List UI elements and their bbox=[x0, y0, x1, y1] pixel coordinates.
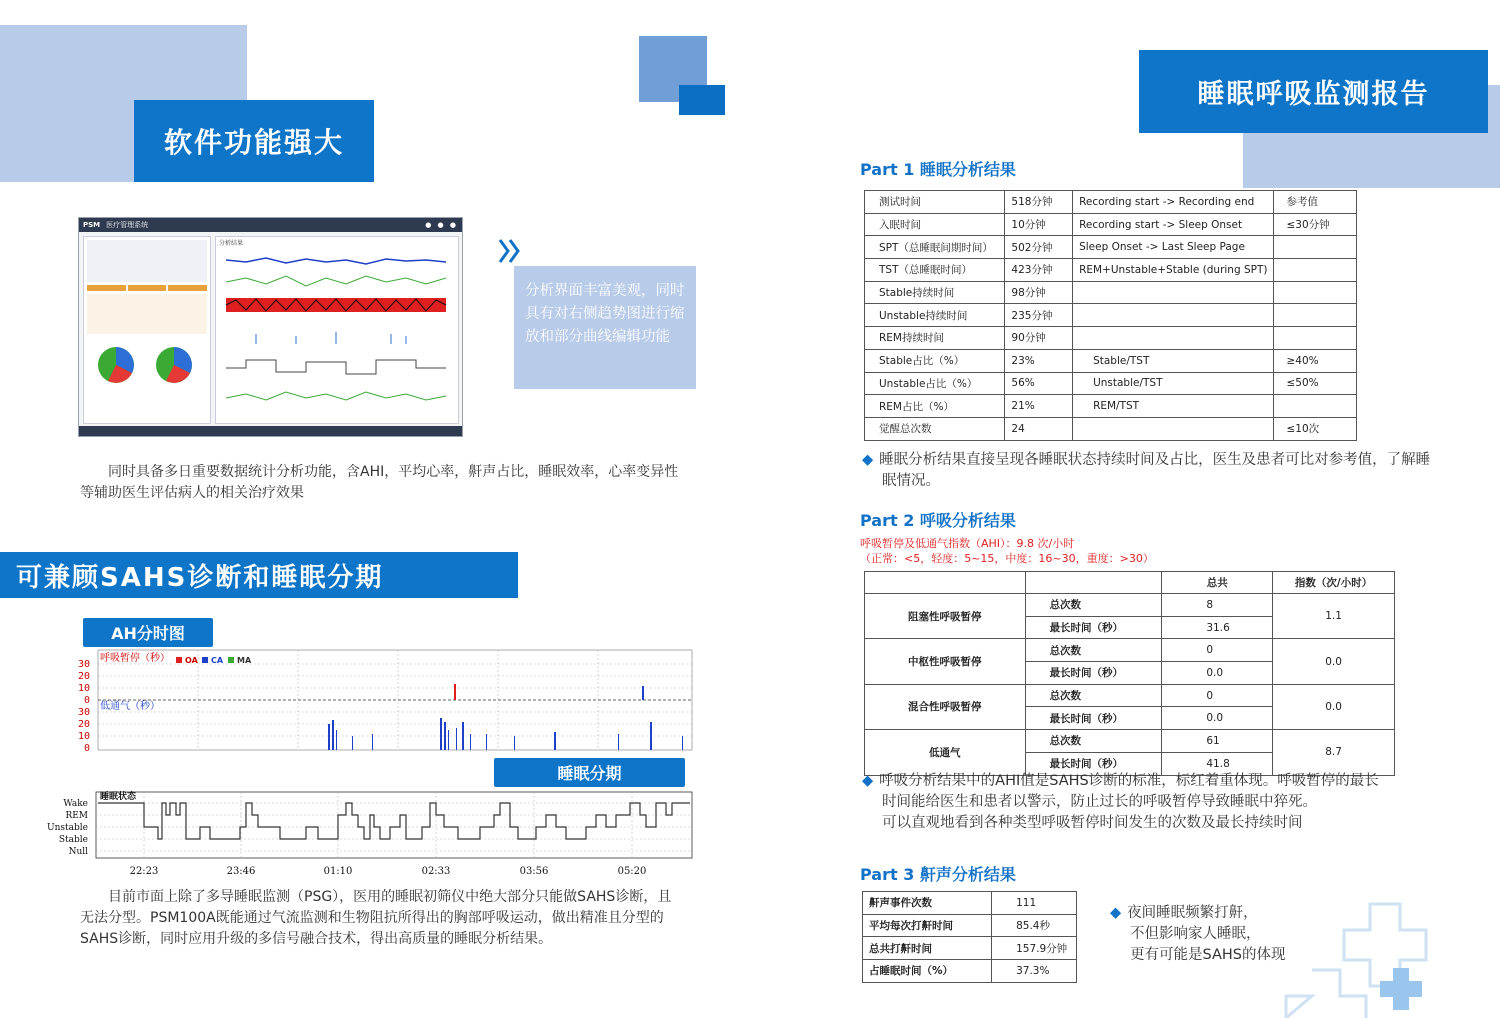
screenshot-chart-header: 分析结果 bbox=[219, 240, 244, 247]
diamond-bullet-icon: ◆ bbox=[862, 773, 874, 789]
ah-ytick-10: 10 bbox=[77, 683, 90, 694]
medical-cross-solid-icon bbox=[1378, 966, 1424, 1012]
legend-ma: MA bbox=[237, 656, 252, 665]
ahi-range: （正常：<5，轻度：5~15，中度：16~30，重度：>30） bbox=[860, 552, 1154, 565]
legend-oa: OA bbox=[185, 656, 198, 665]
resp-table-header bbox=[865, 572, 1395, 594]
ah-ytick-30b: 30 bbox=[77, 707, 90, 718]
snore-table-cell: 平均每次打鼾时间 bbox=[863, 914, 992, 937]
part2-note-line2: 时间能给医生和患者以警示，防止过长的呼吸暂停导致睡眠中猝死。 bbox=[882, 794, 1317, 810]
psg-paragraph: 目前市面上除了多导睡眠监测（PSG），医用的睡眠初筛仪中绝大部分只能做SAHS诊断，且无法分型。PSM100A既能通过气流监测和生物阻抗所得出的胸部呼吸运动，做出精准且分型的SAHS诊断，同时应用升级的多信号融合技术，得出高质量的睡眠分析结果。 bbox=[80, 889, 672, 947]
stats-paragraph: 同时具备多日重要数据统计分析功能，含AHI，平均心率，鼾声占比，睡眠效率，心率变异性等辅助医生评估病人的相关治疗效果 bbox=[80, 464, 679, 501]
sleep-table-row bbox=[865, 213, 1357, 236]
ca-event-bar bbox=[642, 686, 644, 700]
resp-type-cell: 阻塞性呼吸暂停 bbox=[865, 594, 1026, 639]
part3-note-line2: 不但影响家人睡眠， bbox=[1130, 926, 1261, 942]
ah-ytick-20b: 20 bbox=[77, 719, 90, 730]
window-controls-icon: ● ● ● bbox=[425, 221, 458, 229]
snore-table-row bbox=[863, 914, 1077, 937]
snore-analysis-table bbox=[862, 891, 1077, 983]
sleep-table-cell: Unstable占比（%） bbox=[865, 372, 1005, 395]
software-screenshot bbox=[78, 217, 463, 437]
sleep-table-row bbox=[865, 395, 1357, 418]
resp-count-label: 总次数 bbox=[1025, 639, 1162, 662]
sleep-stage-label bbox=[494, 758, 685, 787]
snore-table-cell: 总共打鼾时间 bbox=[863, 937, 992, 960]
part2-note-line3: 可以直观地看到各种类型呼吸暂停时间发生的次数及最长持续时间 bbox=[882, 815, 1303, 831]
report-banner-title: 睡眠呼吸监测报告 bbox=[1197, 79, 1430, 110]
sleep-table-cell: 502分钟 bbox=[1005, 236, 1073, 259]
sleep-table-cell bbox=[1073, 417, 1274, 440]
sleep-table-cell: 98分钟 bbox=[1005, 281, 1073, 304]
report-banner bbox=[1139, 50, 1488, 133]
sleep-table-cell bbox=[1073, 281, 1274, 304]
resp-type-cell: 中枢性呼吸暂停 bbox=[865, 639, 1026, 684]
resp-max-label: 最长时间（秒） bbox=[1025, 662, 1162, 685]
snore-table-cell: 157.9分钟 bbox=[992, 937, 1077, 960]
sleep-table-cell: 23% bbox=[1005, 349, 1073, 372]
part3-note-line1: 夜间睡眠频繁打鼾， bbox=[1127, 905, 1258, 921]
stage-unstable: Unstable bbox=[47, 823, 88, 833]
part1-heading: Part 1 睡眠分析结果 bbox=[860, 160, 1016, 179]
screenshot-statusbar bbox=[79, 426, 462, 436]
sleep-table-row bbox=[865, 417, 1357, 440]
resp-max-value: 41.8 bbox=[1162, 752, 1273, 775]
resp-index-value: 0.0 bbox=[1273, 639, 1395, 684]
resp-table-row bbox=[865, 684, 1395, 707]
legend-ca-swatch bbox=[202, 657, 208, 663]
snore-table-row bbox=[863, 960, 1077, 983]
sleep-table-cell: 觉醒总次数 bbox=[865, 417, 1005, 440]
legend-ma-swatch bbox=[228, 657, 234, 663]
resp-header-cell: 总共 bbox=[1162, 572, 1273, 594]
sleep-table-cell: 56% bbox=[1005, 372, 1073, 395]
feature-callout: 分析界面丰富美观，同时具有对右侧趋势图进行缩放和部分曲线编辑功能 bbox=[514, 266, 696, 389]
ah-ytick-30: 30 bbox=[77, 659, 90, 670]
sleep-table-cell bbox=[1274, 236, 1357, 259]
snore-table-row bbox=[863, 892, 1077, 915]
part3-heading: Part 3 鼾声分析结果 bbox=[860, 865, 1016, 884]
sleep-table-row bbox=[865, 259, 1357, 282]
respiratory-analysis-table bbox=[864, 571, 1395, 776]
snore-table-cell: 37.3% bbox=[992, 960, 1077, 983]
sleep-table-cell: 24 bbox=[1005, 417, 1073, 440]
screenshot-window-title: 医疗管理系统 bbox=[106, 221, 149, 229]
sleep-table-cell bbox=[1274, 327, 1357, 350]
part2-heading: Part 2 呼吸分析结果 bbox=[860, 511, 1016, 530]
sleep-table-cell: Unstable持续时间 bbox=[865, 304, 1005, 327]
part3-note-line3: 更有可能是SAHS的体现 bbox=[1130, 947, 1286, 963]
screenshot-trend-chart bbox=[216, 248, 456, 424]
sleep-table-cell bbox=[1274, 259, 1357, 282]
legend-oa-swatch bbox=[176, 657, 182, 663]
stage-stable: Stable bbox=[58, 835, 88, 845]
apnea-axis-label: 呼吸暂停（秒） bbox=[100, 653, 170, 664]
time-tick-3: 01:10 bbox=[323, 866, 353, 877]
sleep-table-cell: ≤10次 bbox=[1274, 417, 1357, 440]
resp-table-row bbox=[865, 730, 1395, 753]
sleep-hypnogram-chart bbox=[40, 788, 695, 880]
resp-type-cell: 低通气 bbox=[865, 730, 1026, 775]
sleep-table-cell: ≤30分钟 bbox=[1274, 213, 1357, 236]
sleep-table-cell: Recording start -> Recording end bbox=[1073, 191, 1274, 214]
resp-index-value: 8.7 bbox=[1273, 730, 1395, 775]
screenshot-titlebar bbox=[79, 218, 462, 232]
time-tick-4: 02:33 bbox=[421, 866, 451, 877]
resp-count-value: 61 bbox=[1162, 730, 1273, 753]
sleep-table-cell: 90分钟 bbox=[1005, 327, 1073, 350]
sleep-table-cell: 测试时间 bbox=[865, 191, 1005, 214]
part2-note bbox=[862, 771, 1462, 834]
oa-event-bar bbox=[454, 684, 456, 700]
sleep-table-cell: Unstable/TST bbox=[1073, 372, 1274, 395]
resp-count-label: 总次数 bbox=[1025, 684, 1162, 707]
resp-index-value: 1.1 bbox=[1273, 594, 1395, 639]
resp-max-value: 31.6 bbox=[1162, 616, 1273, 639]
diamond-bullet-icon: ◆ bbox=[1110, 905, 1122, 921]
sleep-table-cell: Stable占比（%） bbox=[865, 349, 1005, 372]
ah-ytick-0b: 0 bbox=[83, 743, 90, 752]
sleep-table-cell: Sleep Onset -> Last Sleep Page bbox=[1073, 236, 1274, 259]
sleep-table-cell: Recording start -> Sleep Onset bbox=[1073, 213, 1274, 236]
screenshot-logo: PSM bbox=[83, 221, 101, 229]
sleep-table-row bbox=[865, 372, 1357, 395]
resp-header-cell bbox=[1025, 572, 1162, 594]
ahi-line: 呼吸暂停及低通气指数（AHI）：9.8 次/小时 bbox=[860, 537, 1075, 550]
ah-ytick-20: 20 bbox=[77, 671, 90, 682]
time-tick-6: 05:20 bbox=[617, 866, 647, 877]
stage-wake: Wake bbox=[63, 799, 88, 809]
part1-note-text: 睡眠分析结果直接呈现各睡眠状态持续时间及占比，医生及患者可比对参考值，了解睡眠情况。 bbox=[879, 452, 1431, 489]
sleep-table-cell: REM+Unstable+Stable (during SPT) bbox=[1073, 259, 1274, 282]
time-tick-1: 22:23 bbox=[129, 866, 159, 877]
resp-count-label: 总次数 bbox=[1025, 594, 1162, 617]
sleep-table-row bbox=[865, 236, 1357, 259]
sleep-table-row bbox=[865, 349, 1357, 372]
resp-count-value: 8 bbox=[1162, 594, 1273, 617]
snore-table-cell: 111 bbox=[992, 892, 1077, 915]
sleep-analysis-table bbox=[864, 190, 1357, 441]
sleep-table-cell: Stable/TST bbox=[1073, 349, 1274, 372]
snore-table-cell: 鼾声事件次数 bbox=[863, 892, 992, 915]
part2-note-line1: 呼吸分析结果中的AHI值是SAHS诊断的标准，标红着重体现。呼吸暂停的最长 bbox=[879, 773, 1379, 789]
resp-max-label: 最长时间（秒） bbox=[1025, 752, 1162, 775]
resp-count-label: 总次数 bbox=[1025, 730, 1162, 753]
sleep-table-cell: 423分钟 bbox=[1005, 259, 1073, 282]
resp-table-row bbox=[865, 594, 1395, 617]
ah-chart-label bbox=[83, 618, 213, 647]
software-banner bbox=[134, 100, 374, 182]
sleep-table-cell: ≤50% bbox=[1274, 372, 1357, 395]
sahs-banner-title: 可兼顾SAHS诊断和睡眠分期 bbox=[16, 562, 384, 593]
sleep-table-cell bbox=[1073, 327, 1274, 350]
hypnogram-title: 睡眠状态 bbox=[100, 792, 137, 802]
screenshot-left-panel bbox=[83, 236, 211, 424]
stage-rem: REM bbox=[65, 811, 88, 821]
sleep-table-cell: 参考值 bbox=[1274, 191, 1357, 214]
ah-ytick-0: 0 bbox=[83, 695, 90, 706]
sleep-table-cell: REM/TST bbox=[1073, 395, 1274, 418]
resp-max-value: 0.0 bbox=[1162, 662, 1273, 685]
resp-index-value: 0.0 bbox=[1273, 684, 1395, 729]
resp-count-value: 0 bbox=[1162, 684, 1273, 707]
ah-timeline-chart bbox=[70, 648, 695, 752]
sleep-table-cell: 21% bbox=[1005, 395, 1073, 418]
pie-charts-icon bbox=[88, 337, 208, 397]
sleep-table-cell: Stable持续时间 bbox=[865, 281, 1005, 304]
sleep-table-cell: 518分钟 bbox=[1005, 191, 1073, 214]
sleep-table-cell: 10分钟 bbox=[1005, 213, 1073, 236]
legend-ca: CA bbox=[211, 656, 224, 665]
sleep-table-cell: 235分钟 bbox=[1005, 304, 1073, 327]
chevron-right-icon bbox=[497, 236, 525, 266]
time-tick-5: 03:56 bbox=[519, 866, 549, 877]
resp-count-value: 0 bbox=[1162, 639, 1273, 662]
resp-max-value: 0.0 bbox=[1162, 707, 1273, 730]
diamond-bullet-icon: ◆ bbox=[862, 452, 874, 468]
sleep-table-cell bbox=[1274, 281, 1357, 304]
part1-note bbox=[862, 450, 1442, 492]
sleep-table-cell bbox=[1274, 304, 1357, 327]
sleep-table-cell: SPT（总睡眠间期时间） bbox=[865, 236, 1005, 259]
sleep-table-cell: REM占比（%） bbox=[865, 395, 1005, 418]
decor-block-dark bbox=[679, 85, 725, 115]
hypopnea-axis-label: 低通气（秒） bbox=[100, 701, 160, 712]
sleep-table-cell: 入眠时间 bbox=[865, 213, 1005, 236]
resp-max-label: 最长时间（秒） bbox=[1025, 707, 1162, 730]
snore-table-cell: 占睡眠时间（%） bbox=[863, 960, 992, 983]
resp-header-cell: 指数（次/小时） bbox=[1273, 572, 1395, 594]
sahs-banner bbox=[0, 552, 518, 598]
screenshot-chart-panel bbox=[215, 236, 459, 424]
sleep-table-row bbox=[865, 281, 1357, 304]
resp-type-cell: 混合性呼吸暂停 bbox=[865, 684, 1026, 729]
resp-header-cell bbox=[865, 572, 1026, 594]
sleep-stage-label-text: 睡眠分期 bbox=[557, 764, 622, 783]
sleep-table-row bbox=[865, 304, 1357, 327]
ah-chart-label-text: AH分时图 bbox=[111, 624, 185, 643]
sleep-table-cell: REM持续时间 bbox=[865, 327, 1005, 350]
stage-null: Null bbox=[68, 847, 88, 857]
time-tick-2: 23:46 bbox=[226, 866, 256, 877]
sleep-table-cell: ≥40% bbox=[1274, 349, 1357, 372]
sleep-table-cell bbox=[1073, 304, 1274, 327]
sleep-table-row bbox=[865, 327, 1357, 350]
sleep-table-cell: TST（总睡眠时间） bbox=[865, 259, 1005, 282]
ah-ytick-10b: 10 bbox=[77, 731, 90, 742]
resp-table-row bbox=[865, 639, 1395, 662]
snore-table-row bbox=[863, 937, 1077, 960]
sleep-table-cell bbox=[1274, 395, 1357, 418]
snore-table-cell: 85.4秒 bbox=[992, 914, 1077, 937]
sleep-table-row bbox=[865, 191, 1357, 214]
resp-max-label: 最长时间（秒） bbox=[1025, 616, 1162, 639]
software-banner-title: 软件功能强大 bbox=[163, 126, 344, 159]
